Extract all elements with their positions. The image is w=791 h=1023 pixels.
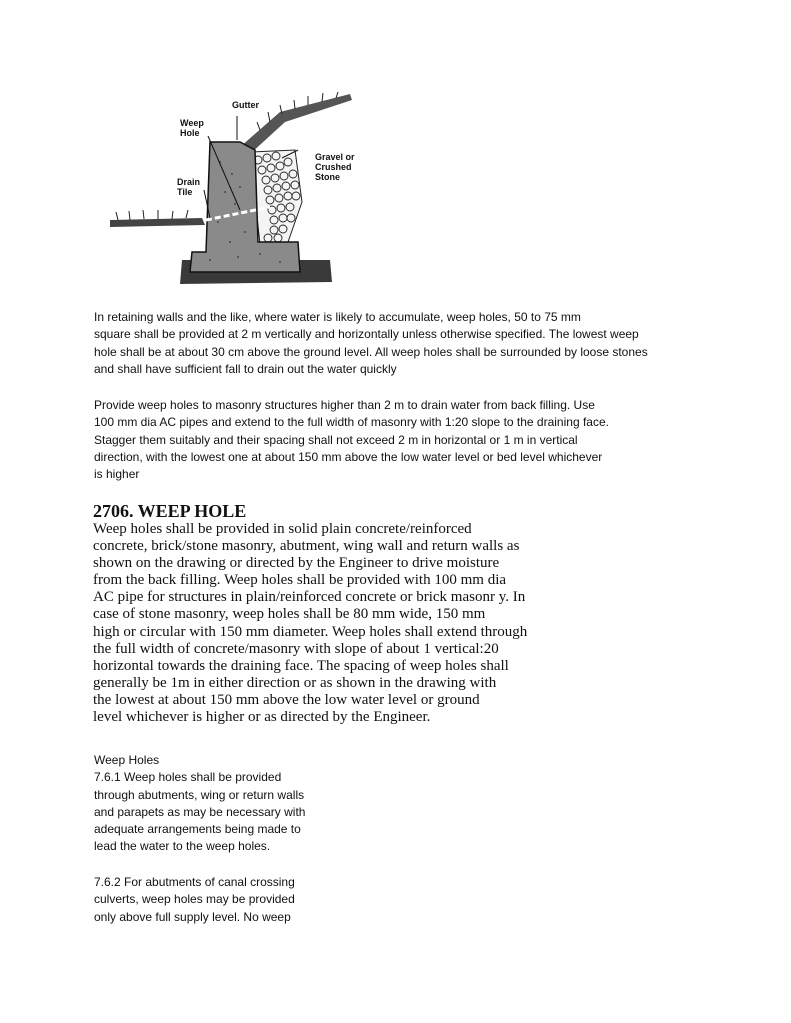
paragraph-weep-holes-761	[94, 752, 305, 856]
text-line: Weep Holes	[94, 753, 160, 767]
text-line: horizontal towards the draining face. The spacing of weep holes shall	[93, 657, 509, 674]
text-line: and parapets as may be necessary with	[94, 804, 306, 819]
text-line: case of stone masonry, weep holes shall be 80 mm wide, 150 mm	[93, 606, 486, 623]
text-line: shown on the drawing or directed by the Engineer to drive moisture	[93, 555, 500, 572]
text-line: square shall be provided at 2 m vertically and horizontally unless otherwise specified. The lowest weep	[94, 327, 639, 342]
text-line: In retaining walls and the like, where water is likely to accumulate, weep holes, 50 to 75 mm	[94, 310, 581, 324]
text-line: Weep holes shall be provided in solid plain concrete/reinforced	[93, 521, 472, 537]
section-heading: 2706. WEEP HOLE	[93, 501, 247, 521]
text-line: culverts, weep holes may be provided	[94, 892, 295, 907]
text-line: is higher	[94, 467, 140, 482]
text-line: 7.6.1 Weep holes shall be provided	[94, 770, 282, 785]
text-line: concrete, brick/stone masonry, abutment, wing wall and return walls as	[93, 538, 520, 555]
label-gutter: Gutter	[232, 100, 259, 110]
label-tile: Tile	[177, 187, 193, 197]
label-gravel-3: Stone	[315, 172, 341, 182]
text-line: direction, with the lowest one at about 150 mm above the low water level or bed level whichever	[94, 449, 603, 464]
label-gravel-2: Crushed	[315, 162, 352, 172]
text-line: from the back filling. Weep holes shall be provided with 100 mm dia	[93, 572, 507, 589]
text-line: high or circular with 150 mm diameter. Weep holes shall extend through	[93, 623, 528, 640]
label-gravel-1: Gravel or	[315, 152, 355, 162]
text-line: 7.6.2 For abutments of canal crossing	[94, 875, 295, 889]
text-line: Stagger them suitably and their spacing shall not exceed 2 m in horizontal or 1 m in vertical	[94, 432, 578, 447]
paragraph-masonry-structures	[94, 397, 609, 483]
section-body	[93, 521, 527, 726]
text-line: lead the water to the weep holes.	[94, 839, 271, 854]
text-line: only above full supply level. No weep	[94, 909, 291, 924]
label-drain: Drain	[177, 177, 201, 187]
text-line: 100 mm dia AC pipes and extend to the full width of masonry with 1:20 slope to the draining face.	[94, 415, 609, 430]
label-hole: Hole	[180, 128, 200, 138]
text-line: and shall have sufficient fall to drain out the water quickly	[94, 361, 397, 376]
text-line: the lowest at about 150 mm above the low water level or ground	[93, 691, 480, 708]
text-line: through abutments, wing or return walls	[94, 787, 305, 802]
text-line: adequate arrangements being made to	[94, 822, 301, 837]
paragraph-weep-holes-762	[94, 874, 295, 926]
label-weep: Weep	[180, 118, 204, 128]
text-line: the full width of concrete/masonry with slope of about 1 vertical:20	[93, 640, 499, 657]
text-line: Provide weep holes to masonry structures higher than 2 m to drain water from back filling. Use	[94, 398, 595, 412]
left-ground	[110, 218, 205, 227]
text-line: generally be 1m in either direction or as shown in the drawing with	[93, 674, 497, 691]
retaining-wall-diagram	[110, 92, 360, 292]
text-line: level whichever is higher or as directed by the Engineer.	[93, 709, 431, 726]
text-line: AC pipe for structures in plain/reinforced concrete or brick masonr y. In	[93, 589, 526, 606]
paragraph-retaining-walls	[94, 309, 648, 378]
text-line: hole shall be at about 30 cm above the ground level. All weep holes shall be surrounded by loose stones	[94, 344, 648, 359]
